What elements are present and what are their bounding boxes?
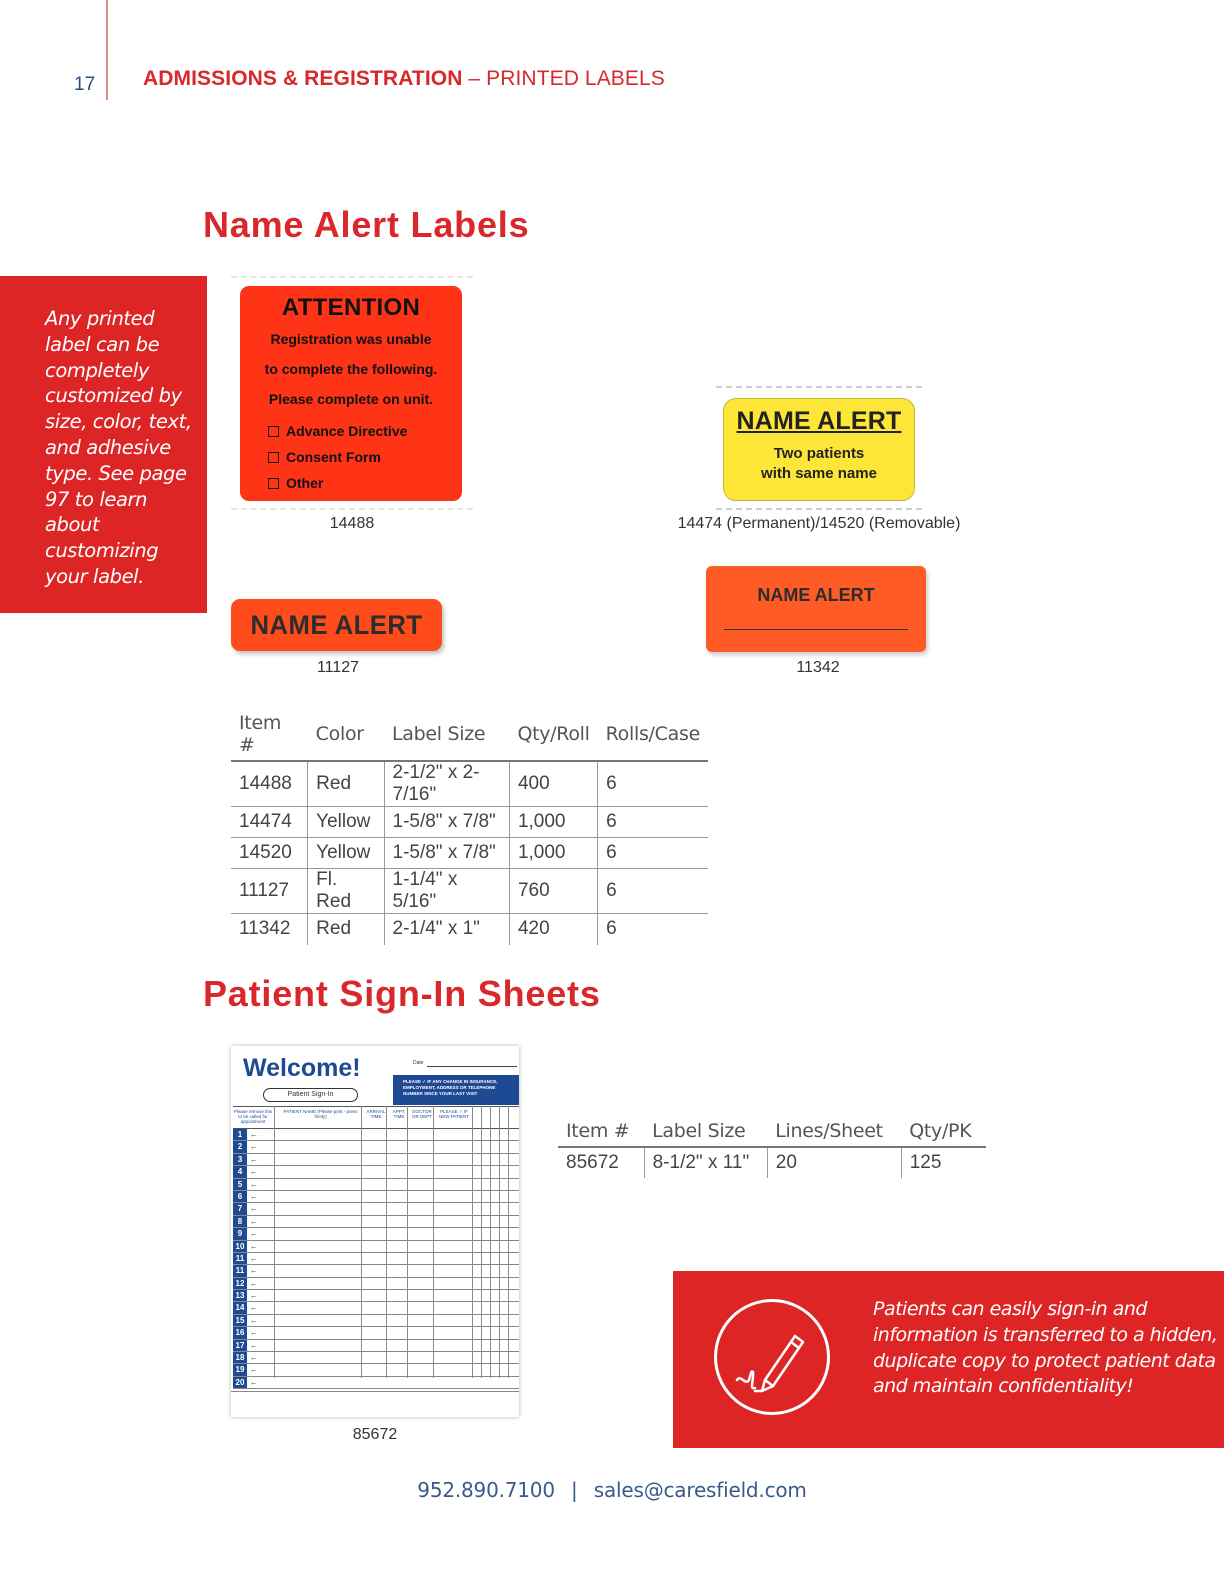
check-item-label: Other	[286, 475, 324, 491]
arrow-left-icon: ←	[250, 1278, 258, 1288]
col-header-color: Color	[308, 712, 384, 761]
label-14488-check-item	[268, 470, 462, 496]
sheet-date-label: Date	[413, 1060, 424, 1066]
checkbox-icon	[268, 426, 279, 437]
table-cell: 1-1/4" x 5/16"	[384, 869, 509, 914]
table-cell: Fl. Red	[308, 869, 384, 914]
table-cell: 2-1/4" x 1"	[384, 914, 509, 945]
col-header-item: Item #	[558, 1120, 644, 1147]
label-11342-heading: NAME ALERT	[757, 585, 875, 605]
col-header-label-size: Label Size	[644, 1120, 767, 1147]
header-title-rest: – PRINTED LABELS	[462, 67, 665, 90]
table-cell: 8-1/2" x 11"	[644, 1147, 767, 1178]
caption-14488: 14488	[329, 515, 375, 532]
sheet-row	[233, 1352, 519, 1364]
sheet-row	[233, 1364, 519, 1376]
checkbox-icon	[268, 478, 279, 489]
sheet-row-number: 18	[233, 1352, 247, 1363]
table-cell: 11342	[239, 918, 291, 940]
pencil-signature-icon	[714, 1299, 830, 1415]
sheet-row	[233, 1340, 519, 1352]
sheet-row-number: 16	[233, 1327, 247, 1338]
table-cell: 6	[598, 807, 708, 838]
table-cell: 1,000	[509, 807, 597, 838]
table-cell: 760	[509, 869, 597, 914]
arrow-left-icon: ←	[250, 1377, 258, 1387]
label-14488-line3: Please complete on unit.	[268, 391, 434, 407]
table-cell: 11127	[231, 869, 308, 914]
table-header-row	[558, 1120, 986, 1147]
table-cell: 14488	[231, 761, 308, 807]
col-header-qty-roll: Qty/Roll	[509, 712, 597, 761]
sheet-col-appt: APPT. TIME	[392, 1109, 406, 1119]
table-row	[231, 838, 708, 869]
page-header-title	[143, 67, 665, 91]
check-item-label: Advance Directive	[286, 423, 408, 439]
sheet-date-line	[427, 1066, 517, 1067]
table-cell: 85672	[566, 1152, 619, 1173]
table-row	[231, 761, 708, 807]
label-11342-write-line	[724, 629, 908, 630]
checkbox-icon	[268, 452, 279, 463]
arrow-left-icon: ←	[250, 1353, 258, 1363]
arrow-left-icon: ←	[250, 1204, 258, 1214]
table-cell: 420	[509, 914, 597, 945]
table-cell: 2-1/2" x 2-7/16"	[384, 761, 509, 807]
table-cell: 20	[767, 1147, 901, 1178]
label-14488-checklist	[268, 418, 462, 496]
arrow-left-icon: ←	[250, 1142, 258, 1152]
footer-contact	[0, 1478, 1224, 1502]
table-row	[231, 914, 708, 945]
col-header-rolls-case: Rolls/Case	[598, 712, 708, 761]
arrow-left-icon: ←	[250, 1191, 258, 1201]
sheet-row	[233, 1216, 519, 1228]
caption-85672: 85672	[352, 1426, 398, 1443]
col-header-qty-pk: Qty/PK	[901, 1120, 986, 1147]
customization-callout	[0, 276, 207, 613]
arrow-left-icon: ←	[250, 1340, 258, 1350]
sheet-col-name: PATIENT NAME (Please print - press firmly)	[283, 1109, 358, 1119]
table-cell: 1,000	[509, 838, 597, 869]
sheet-row	[233, 1191, 519, 1203]
sheet-row-number: 12	[233, 1278, 247, 1289]
arrow-left-icon: ←	[250, 1315, 258, 1325]
confidentiality-callout	[673, 1271, 1224, 1448]
sheet-row-number: 5	[233, 1179, 247, 1190]
label-14474-line1: Two patients	[773, 445, 865, 462]
table-cell: 6	[598, 869, 708, 914]
label-14488-check-item	[268, 444, 462, 470]
sheet-row-number: 4	[233, 1166, 247, 1177]
sheet-row	[233, 1203, 519, 1215]
sheet-row-number: 10	[233, 1241, 247, 1252]
label-14488-line1: Registration was unable	[270, 331, 432, 347]
table-cell: 6	[598, 914, 708, 945]
section-title-sign-in: Patient Sign-In Sheets	[203, 973, 601, 1014]
caption-11342: 11342	[796, 659, 840, 676]
sheet-row	[233, 1265, 519, 1277]
arrow-left-icon: ←	[250, 1303, 258, 1313]
label-14488-line2: to complete the following.	[264, 361, 438, 377]
check-item-label: Consent Form	[286, 449, 381, 465]
sheet-row	[233, 1327, 519, 1339]
sheet-row	[233, 1290, 519, 1302]
sheet-row-number: 8	[233, 1216, 247, 1227]
table-cell: 6	[598, 761, 708, 807]
table-row	[231, 807, 708, 838]
table-cell: 125	[901, 1147, 986, 1178]
label-14474-line2: with same name	[761, 465, 877, 482]
sheet-row-number: 1	[233, 1129, 247, 1140]
sheet-col-arrival: ARRIVAL TIME	[366, 1109, 386, 1119]
name-alert-spec-table	[231, 712, 708, 945]
table-cell: Yellow	[308, 807, 384, 838]
col-header-lines-sheet: Lines/Sheet	[767, 1120, 901, 1147]
caption-14474-14520: 14474 (Permanent)/14520 (Removable)	[677, 515, 961, 532]
table-cell: 6	[598, 838, 708, 869]
arrow-left-icon: ←	[250, 1167, 258, 1177]
header-title-bold: ADMISSIONS & REGISTRATION	[143, 67, 463, 90]
sheet-row-number: 11	[233, 1253, 247, 1264]
arrow-left-icon: ←	[250, 1216, 258, 1226]
sheet-row	[233, 1253, 519, 1265]
label-14488-heading: ATTENTION	[281, 294, 421, 321]
sheet-row	[233, 1228, 519, 1240]
sheet-column-headers	[233, 1106, 519, 1129]
sheet-col-doctor: DOCTOR OR DEPT	[411, 1109, 432, 1119]
sheet-row-number: 2	[233, 1141, 247, 1152]
sheet-col-new: PLEASE ✓ IF NEW PATIENT	[438, 1109, 470, 1119]
table-cell: Red	[308, 761, 384, 807]
sheet-row-number: 13	[233, 1290, 247, 1301]
label-14488-image	[240, 286, 462, 501]
sheet-row	[233, 1129, 519, 1141]
footer-email[interactable]: sales@caresfield.com	[593, 1478, 807, 1502]
arrow-left-icon: ←	[250, 1154, 258, 1164]
sheet-row	[233, 1241, 519, 1253]
caption-11127: 11127	[316, 659, 360, 676]
table-cell: Red	[308, 914, 384, 945]
arrow-left-icon: ←	[250, 1253, 258, 1263]
arrow-left-icon: ←	[250, 1130, 258, 1139]
sheet-row	[233, 1141, 519, 1153]
label-14474-image	[723, 398, 915, 501]
table-row	[558, 1147, 986, 1178]
sheet-row	[233, 1278, 519, 1290]
footer-phone: 952.890.7100	[417, 1478, 555, 1502]
arrow-left-icon: ←	[250, 1229, 258, 1239]
sheet-row-number: 15	[233, 1315, 247, 1326]
sheet-row	[233, 1154, 519, 1166]
sign-in-spec-table	[558, 1120, 986, 1178]
sheet-row-number: 17	[233, 1340, 247, 1351]
sheet-row-number: 3	[233, 1154, 247, 1165]
table-cell: 1-5/8" x 7/8"	[384, 807, 509, 838]
label-14488-check-item	[268, 418, 462, 444]
sign-in-sheet-image	[231, 1046, 519, 1417]
sheet-row-number: 6	[233, 1191, 247, 1202]
sheet-row-number: 9	[233, 1228, 247, 1239]
header-divider	[106, 0, 108, 100]
arrow-left-icon: ←	[250, 1179, 258, 1189]
table-cell: 14520	[231, 838, 308, 869]
footer-separator: |	[571, 1478, 578, 1502]
sheet-row	[233, 1377, 519, 1389]
customization-callout-text: Any printed label can be completely customized by size, color, text, and adhesive type. See page 97 to learn about customizing your label.	[45, 307, 192, 588]
sheet-row-number: 20	[233, 1377, 247, 1388]
label-11127-image	[231, 599, 442, 651]
label-14474-heading: NAME ALERT	[736, 407, 902, 435]
page-number: 17	[74, 74, 96, 95]
table-row	[231, 869, 708, 914]
sheet-rows	[233, 1129, 519, 1389]
sheet-row-number: 19	[233, 1364, 247, 1375]
sheet-row	[233, 1166, 519, 1178]
col-header-label-size: Label Size	[384, 712, 509, 761]
arrow-left-icon: ←	[250, 1266, 258, 1276]
table-header-row	[231, 712, 708, 761]
col-header-item: Item #	[231, 712, 308, 761]
arrow-left-icon: ←	[250, 1291, 258, 1301]
sheet-row	[233, 1179, 519, 1191]
sheet-row-number: 7	[233, 1203, 247, 1214]
confidentiality-callout-text: Patients can easily sign-in and information is transferred to a hidden, duplicate copy to protect patient data and maintain confidentiality!	[873, 1298, 1218, 1398]
table-cell: Yellow	[308, 838, 384, 869]
label-11342-image	[706, 566, 926, 652]
sheet-row-number: 11	[233, 1265, 247, 1276]
table-cell: 14474	[231, 807, 308, 838]
arrow-left-icon: ←	[250, 1365, 258, 1375]
section-title-name-alert: Name Alert Labels	[203, 204, 530, 245]
sheet-row	[233, 1315, 519, 1327]
sheet-row	[233, 1302, 519, 1314]
arrow-left-icon: ←	[250, 1241, 258, 1251]
sheet-welcome-heading: Welcome!	[243, 1054, 361, 1082]
sheet-change-notice: PLEASE ✓ IF ANY CHANGE IN INSURANCE, EMPLOYMENT, ADDRESS OR TELEPHONE NUMBER SINCE YOUR LAST VISIT	[393, 1075, 519, 1105]
sheet-sign-in-pill: Patient Sign-In	[263, 1088, 358, 1102]
sheet-footer-line	[231, 1391, 519, 1392]
table-cell: 1-5/8" x 7/8"	[384, 838, 509, 869]
sheet-row-number: 14	[233, 1302, 247, 1313]
label-11127-heading: NAME ALERT	[250, 610, 423, 640]
table-cell: 400	[509, 761, 597, 807]
sheet-col-remove: Please remove this to be called for appointment	[233, 1109, 273, 1124]
arrow-left-icon: ←	[250, 1328, 258, 1338]
